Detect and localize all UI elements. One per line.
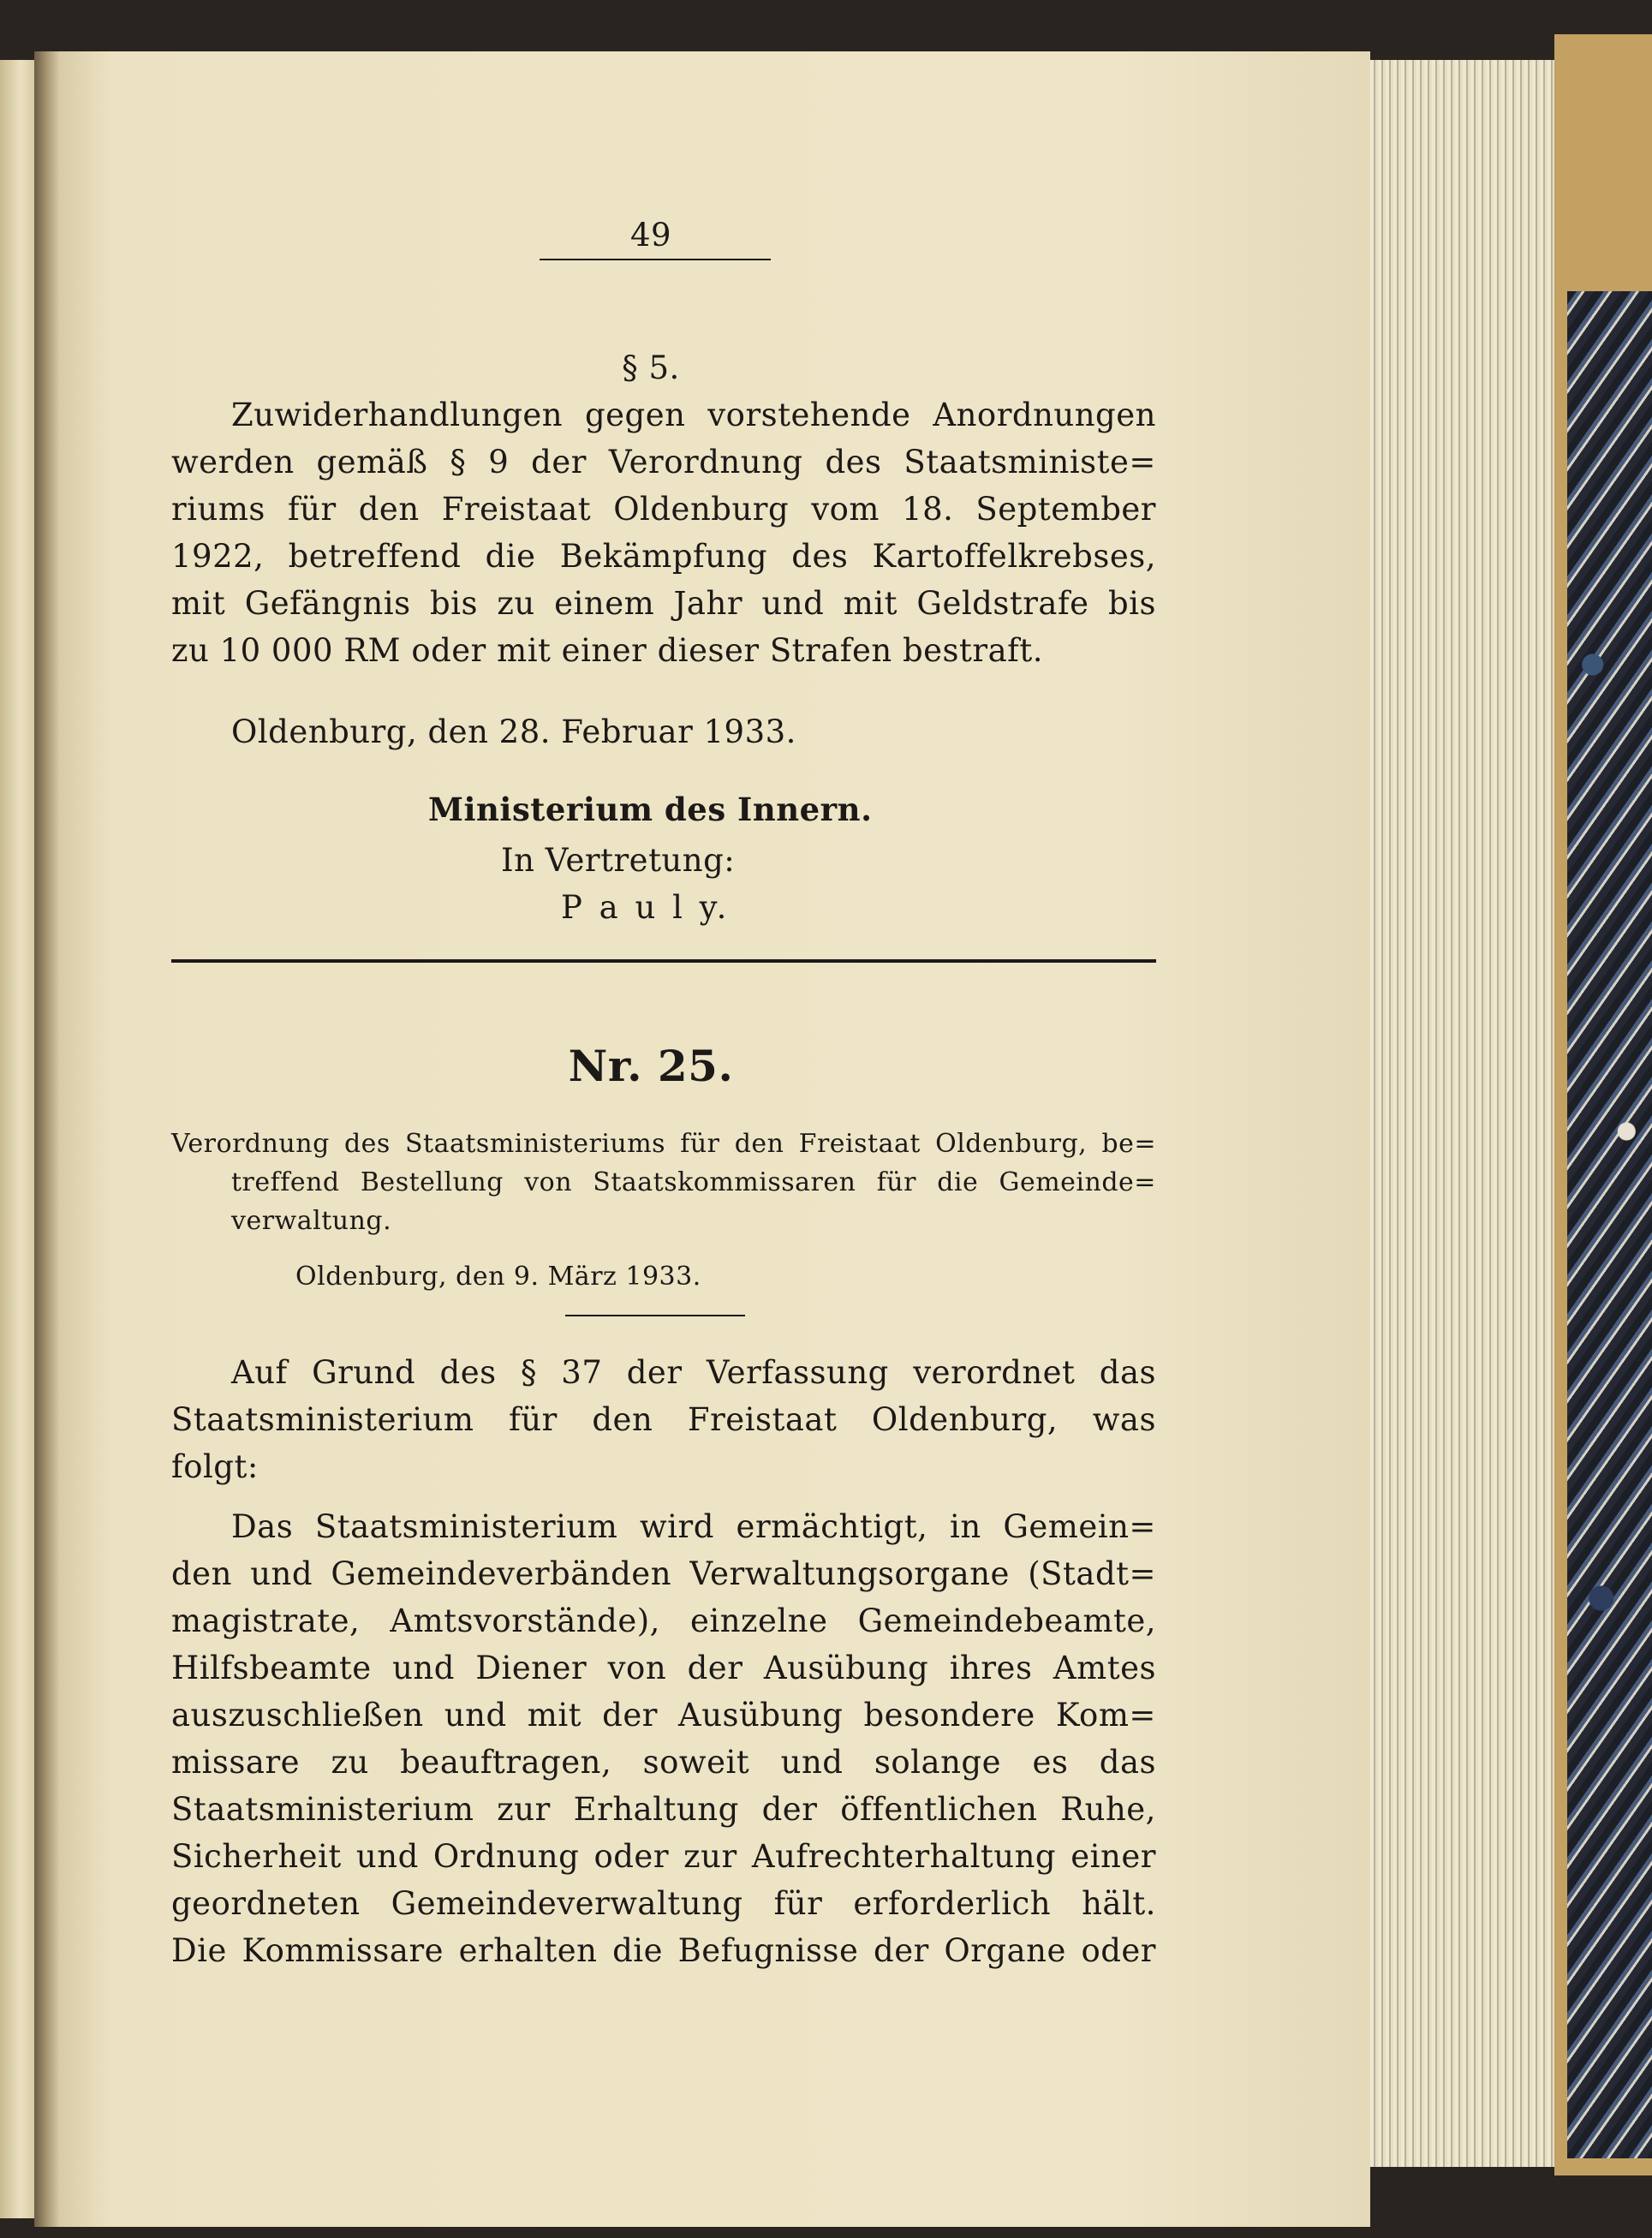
text-line bbox=[171, 582, 1156, 625]
word: mit bbox=[171, 585, 226, 622]
marbled-endpaper bbox=[1567, 291, 1652, 2158]
word: 37 bbox=[561, 1354, 603, 1391]
text-line bbox=[231, 1352, 1156, 1394]
title-line: verwaltung. bbox=[231, 1206, 392, 1236]
word: ermächtigt, bbox=[736, 1508, 928, 1545]
word: des bbox=[343, 1129, 391, 1159]
word: erforderlich bbox=[853, 1885, 1052, 1922]
word: magistrate, bbox=[171, 1602, 361, 1639]
text-line bbox=[171, 1600, 1156, 1643]
section-heading: § 5. bbox=[622, 349, 680, 386]
word: Ruhe, bbox=[1060, 1791, 1156, 1828]
word: den bbox=[358, 491, 420, 528]
word: erhalten bbox=[458, 1932, 598, 1969]
word: auszuschließen bbox=[171, 1697, 424, 1734]
word: das bbox=[1099, 1354, 1156, 1391]
word: gegen bbox=[584, 397, 686, 433]
word: werden bbox=[171, 444, 295, 480]
word: Organe bbox=[944, 1932, 1066, 1969]
section-divider bbox=[171, 959, 1156, 963]
word: Gemeindebeamte, bbox=[857, 1602, 1156, 1639]
word: Hilfsbeamte bbox=[171, 1650, 372, 1686]
word: 18. bbox=[902, 491, 954, 528]
word: Oldenburg bbox=[613, 491, 790, 528]
text-line: folgt: bbox=[171, 1448, 259, 1485]
word: für bbox=[876, 1167, 916, 1197]
word: geordneten bbox=[171, 1885, 361, 1922]
word: der bbox=[626, 1354, 683, 1391]
signature-name: P a u l y. bbox=[561, 889, 731, 926]
word: und bbox=[780, 1744, 844, 1781]
word: zur bbox=[683, 1838, 737, 1875]
word: betreffend bbox=[288, 538, 462, 575]
page-edges bbox=[1370, 60, 1554, 2167]
word: verordnet bbox=[913, 1354, 1076, 1391]
word: Staatsministe= bbox=[904, 444, 1156, 480]
word: § bbox=[520, 1354, 537, 1391]
word: Kartoffelkrebses, bbox=[872, 538, 1156, 575]
text-line bbox=[171, 1883, 1156, 1925]
word: hält. bbox=[1082, 1885, 1156, 1922]
word: Sicherheit bbox=[171, 1838, 342, 1875]
word: Die bbox=[171, 1932, 227, 1969]
text-line bbox=[171, 1835, 1156, 1878]
book-gutter bbox=[34, 51, 60, 2227]
word: Staatsministerium bbox=[171, 1791, 474, 1828]
word: treffend bbox=[231, 1167, 340, 1197]
title-line bbox=[231, 1165, 1156, 1201]
word: solange bbox=[874, 1744, 1001, 1781]
word: Freistaat bbox=[441, 491, 592, 528]
word: 1922, bbox=[171, 538, 265, 575]
place-date: Oldenburg, den 28. Februar 1933. bbox=[231, 713, 796, 750]
word: Gemeindeverbänden bbox=[331, 1555, 672, 1592]
word: Amtsvorstände), bbox=[390, 1602, 660, 1639]
word: Staatsministeriums bbox=[404, 1129, 666, 1159]
word: 9 bbox=[488, 444, 510, 480]
document-page bbox=[60, 51, 1370, 2227]
word: für bbox=[680, 1129, 720, 1159]
word: die bbox=[937, 1167, 979, 1197]
text-line: zu 10 000 RM oder mit einer dieser Strafen bestraft. bbox=[171, 632, 1043, 669]
word: für bbox=[773, 1885, 823, 1922]
word: Staatsministerium bbox=[171, 1401, 474, 1438]
word: Ausübung bbox=[678, 1697, 844, 1734]
text-line bbox=[171, 1930, 1156, 1972]
word: oder bbox=[593, 1838, 670, 1875]
word: vorstehende bbox=[707, 397, 911, 433]
word: mit bbox=[843, 585, 898, 622]
word: Jahr bbox=[673, 585, 743, 622]
word: Gemein= bbox=[1003, 1508, 1156, 1545]
word: einer bbox=[1071, 1838, 1156, 1875]
word: Verwaltungsorgane bbox=[689, 1555, 1010, 1592]
word: beauftragen, bbox=[400, 1744, 612, 1781]
word: Freistaat bbox=[687, 1401, 838, 1438]
word: den bbox=[734, 1129, 784, 1159]
ordinance-number: Nr. 25. bbox=[568, 1041, 734, 1091]
word: Ausübung bbox=[763, 1650, 929, 1686]
word: für bbox=[509, 1401, 558, 1438]
word: be= bbox=[1101, 1129, 1156, 1159]
word: Gemeinde= bbox=[999, 1167, 1156, 1197]
word: Ordnung bbox=[432, 1838, 580, 1875]
word: der bbox=[687, 1650, 743, 1686]
word: zur bbox=[497, 1791, 551, 1828]
word: der bbox=[761, 1791, 818, 1828]
text-line bbox=[231, 394, 1156, 437]
word: Verordnung bbox=[608, 444, 803, 480]
word: Erhaltung bbox=[573, 1791, 739, 1828]
word: Kommissare bbox=[242, 1932, 444, 1969]
word: Diener bbox=[475, 1650, 587, 1686]
word: Oldenburg, bbox=[871, 1401, 1059, 1438]
text-line bbox=[171, 488, 1156, 531]
word: Anordnungen bbox=[933, 397, 1156, 433]
word: wird bbox=[640, 1508, 714, 1545]
text-line bbox=[171, 1647, 1156, 1690]
word: bis bbox=[1107, 585, 1156, 622]
page-number: 49 bbox=[629, 217, 672, 254]
ordinance-date: Oldenburg, den 9. März 1933. bbox=[295, 1262, 701, 1292]
ministry-name: Ministerium des Innern. bbox=[428, 791, 873, 828]
word: gemäß bbox=[316, 444, 428, 480]
word: der bbox=[874, 1932, 929, 1969]
word: und bbox=[250, 1555, 313, 1592]
text-line bbox=[171, 535, 1156, 578]
word: (Stadt= bbox=[1028, 1555, 1156, 1592]
word: von bbox=[524, 1167, 573, 1197]
word: Staatskommissaren bbox=[593, 1167, 856, 1197]
word: Kom= bbox=[1055, 1697, 1156, 1734]
date-rule bbox=[565, 1315, 745, 1316]
word: es bbox=[1032, 1744, 1069, 1781]
word: missare bbox=[171, 1744, 301, 1781]
word: Staatsministerium bbox=[314, 1508, 618, 1545]
word: oder bbox=[1081, 1932, 1156, 1969]
title-line bbox=[171, 1126, 1156, 1162]
word: Verfassung bbox=[706, 1354, 889, 1391]
word: besondere bbox=[863, 1697, 1035, 1734]
word: des bbox=[825, 444, 882, 480]
word: Das bbox=[231, 1508, 294, 1545]
word: Verordnung bbox=[171, 1129, 330, 1159]
word: den bbox=[171, 1555, 232, 1592]
facing-page-edge bbox=[0, 60, 34, 2218]
word: Aufrechterhaltung bbox=[751, 1838, 1057, 1875]
word: einzelne bbox=[689, 1602, 828, 1639]
word: § bbox=[450, 444, 467, 480]
word: für bbox=[287, 491, 337, 528]
text-line bbox=[171, 1399, 1156, 1441]
word: öffentlichen bbox=[840, 1791, 1038, 1828]
word: bis bbox=[429, 585, 478, 622]
word: zu bbox=[331, 1744, 369, 1781]
word: zu bbox=[497, 585, 535, 622]
word: und bbox=[444, 1697, 507, 1734]
word: von bbox=[607, 1650, 667, 1686]
word: die bbox=[485, 538, 536, 575]
word: soweit bbox=[642, 1744, 750, 1781]
text-line bbox=[171, 1741, 1156, 1784]
word: Geldstrafe bbox=[916, 585, 1089, 622]
word: Bestellung bbox=[360, 1167, 504, 1197]
word: den bbox=[592, 1401, 653, 1438]
word: in bbox=[950, 1508, 981, 1545]
text-line bbox=[171, 441, 1156, 484]
word: das bbox=[1099, 1744, 1156, 1781]
word: Freistaat bbox=[798, 1129, 921, 1159]
word: mit bbox=[527, 1697, 582, 1734]
word: und bbox=[761, 585, 825, 622]
word: Gefängnis bbox=[244, 585, 411, 622]
word: Befugnisse bbox=[677, 1932, 859, 1969]
word: Gemeindeverwaltung bbox=[391, 1885, 743, 1922]
word: Amtes bbox=[1053, 1650, 1156, 1686]
word: einem bbox=[554, 585, 655, 622]
word: ihres bbox=[949, 1650, 1033, 1686]
word: was bbox=[1092, 1401, 1156, 1438]
representation-label: In Vertretung: bbox=[501, 842, 736, 879]
word: vom bbox=[811, 491, 880, 528]
word: des bbox=[791, 538, 849, 575]
word: Zuwiderhandlungen bbox=[231, 397, 564, 433]
word: September bbox=[975, 491, 1156, 528]
word: und bbox=[355, 1838, 419, 1875]
word: Grund bbox=[312, 1354, 416, 1391]
word: die bbox=[612, 1932, 664, 1969]
text-line bbox=[231, 1506, 1156, 1549]
word: riums bbox=[171, 491, 265, 528]
word: des bbox=[439, 1354, 497, 1391]
word: und bbox=[392, 1650, 455, 1686]
word: der bbox=[602, 1697, 658, 1734]
text-line bbox=[171, 1694, 1156, 1737]
word: Auf bbox=[231, 1354, 288, 1391]
page-number-rule bbox=[540, 259, 771, 260]
word: Bekämpfung bbox=[559, 538, 768, 575]
word: Oldenburg, bbox=[935, 1129, 1088, 1159]
word: der bbox=[531, 444, 587, 480]
text-line bbox=[171, 1788, 1156, 1831]
text-line bbox=[171, 1553, 1156, 1596]
